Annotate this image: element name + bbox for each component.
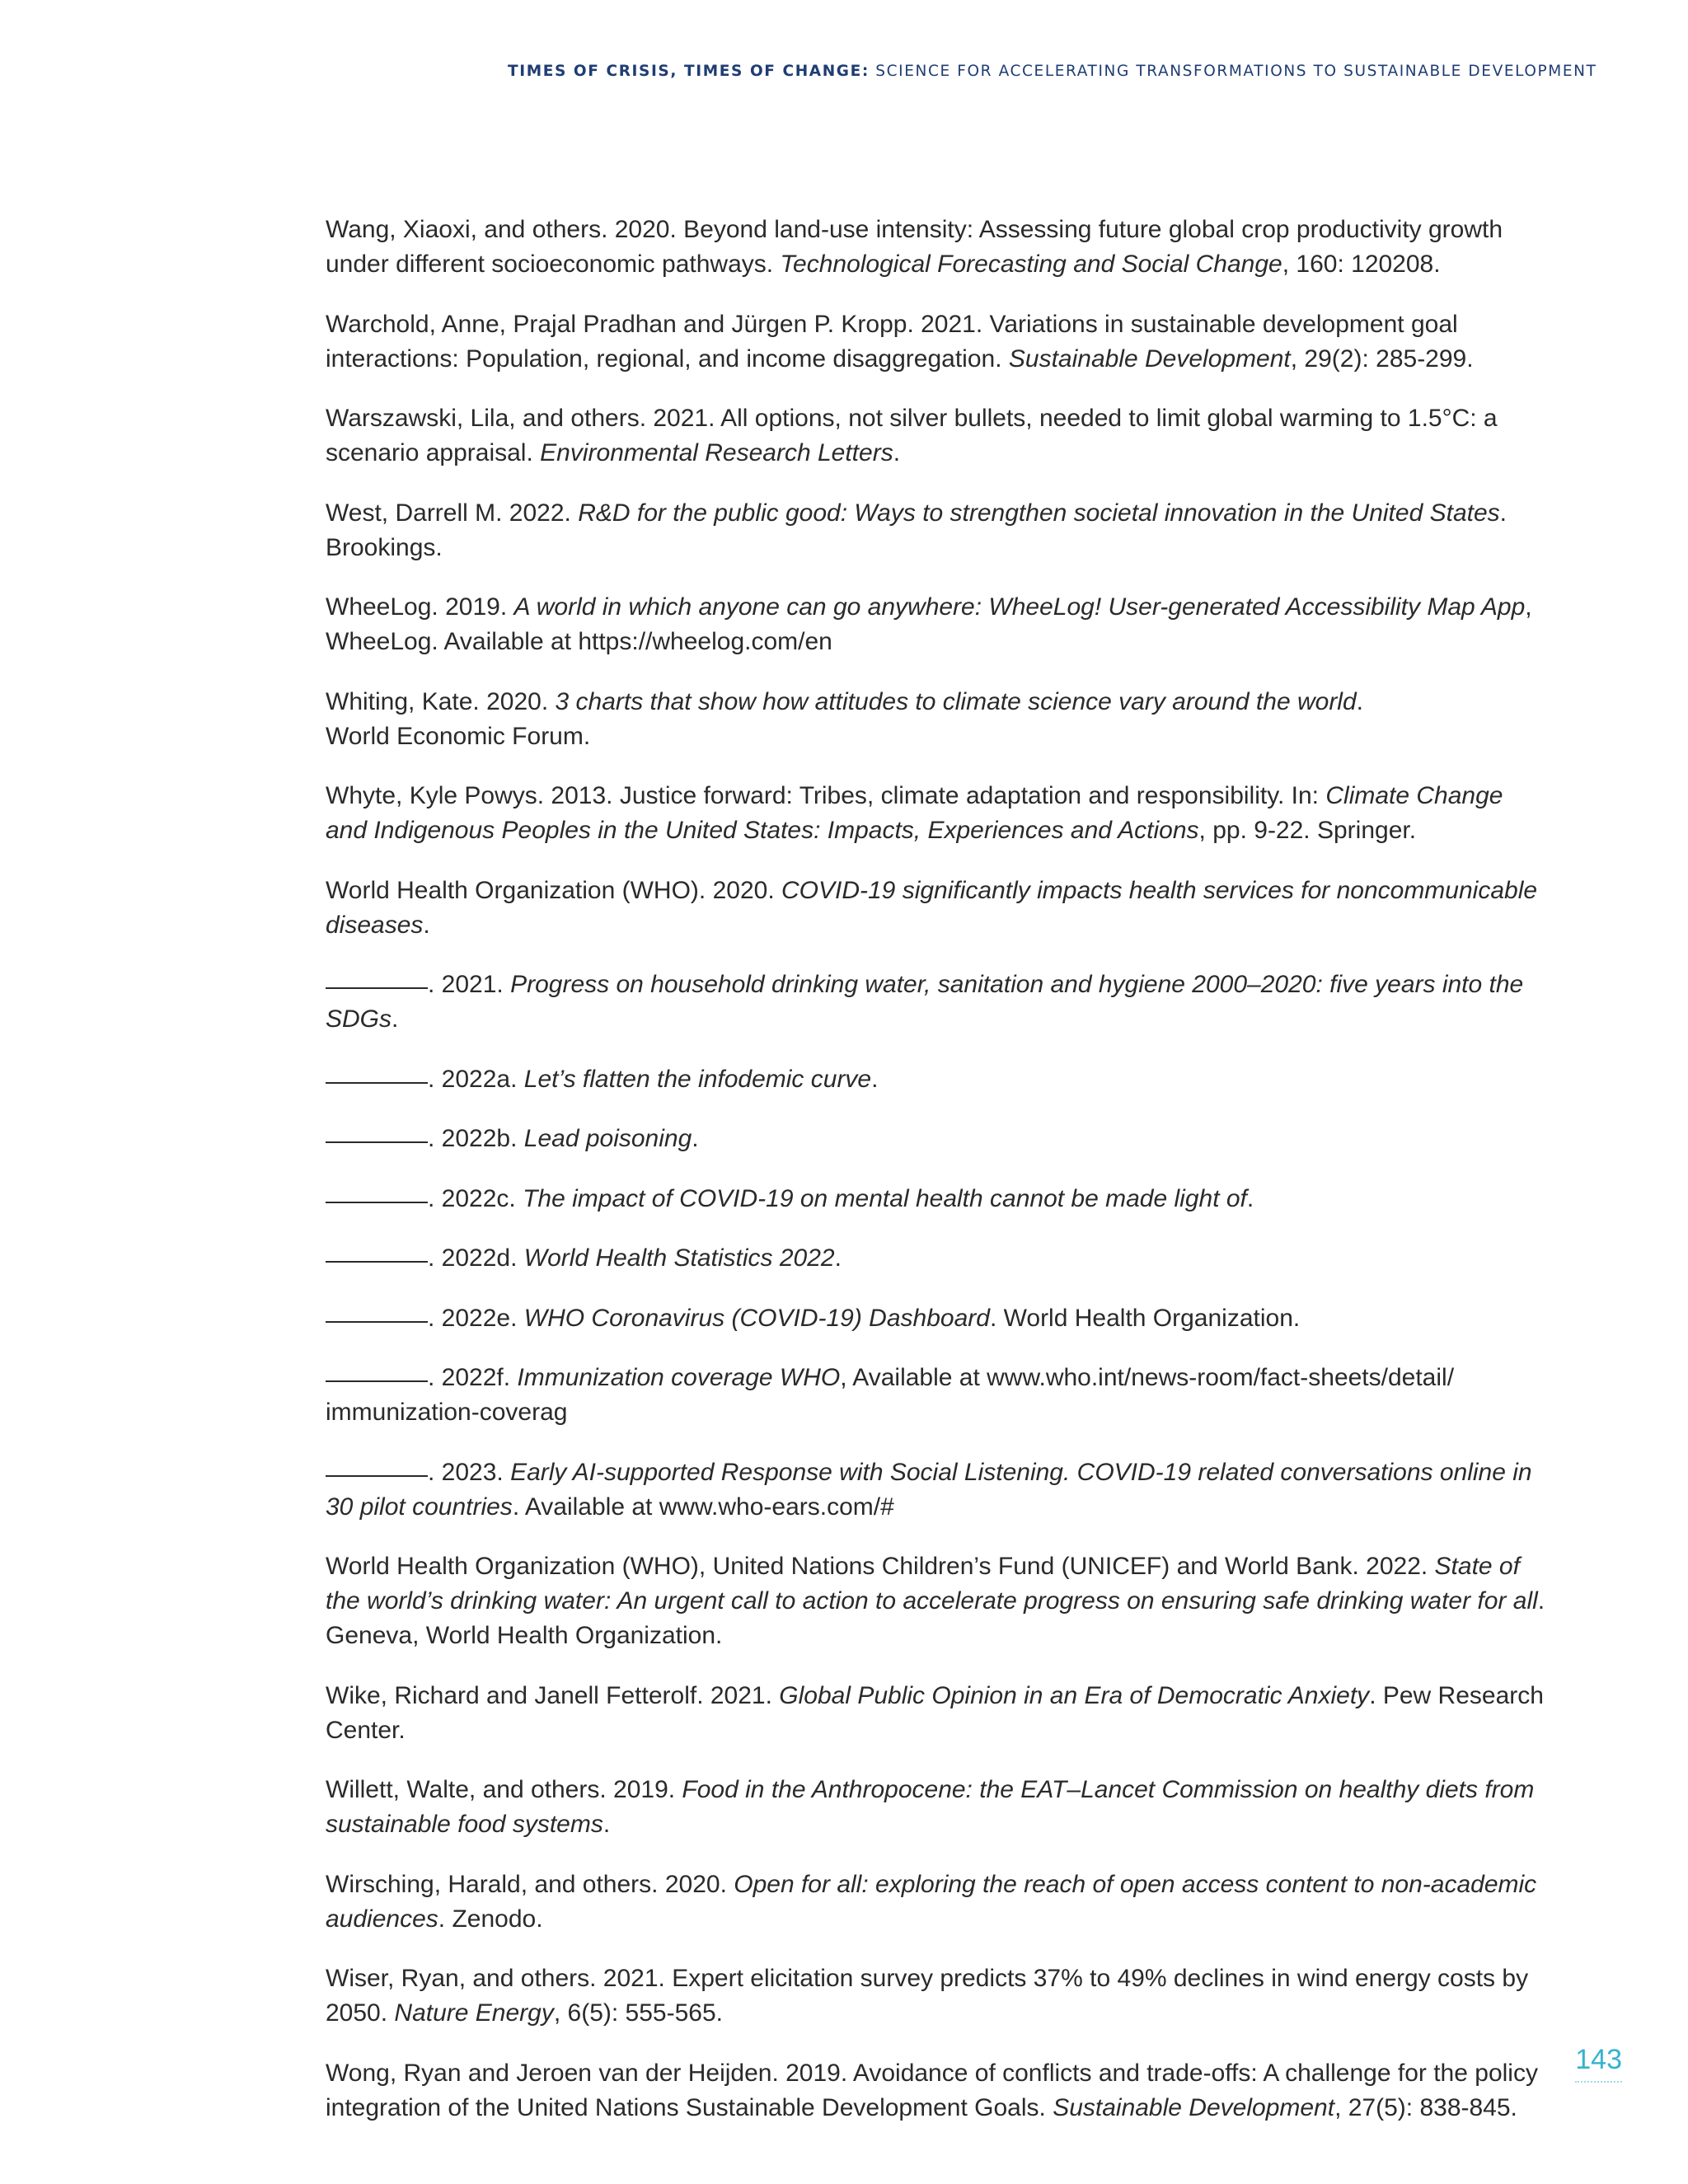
reference-entry: . 2022a. Let’s flatten the infodemic curve. [326,1062,1545,1097]
running-header-subtitle: SCIENCE FOR ACCELERATING TRANSFORMATIONS TO SUSTAINABLE DEVELOPMENT [869,63,1597,80]
repeat-author-dash [326,987,428,989]
reference-list [326,213,1545,2150]
reference-entry: . 2023. Early AI-supported Response with Social Listening. COVID-19 related conversations online in 30 pilot countries. Available at www.who-ears.com/# [326,1458,1532,1521]
repeat-author-dash [326,1141,428,1143]
reference-entry: World Health Organization (WHO), United Nations Children’s Fund (UNICEF) and World Bank. 2022. State of the world’s drinking water: An urgent call to action to accelerate progress on ensuring safe drinking water for all. Geneva, World Health Organization. [326,1553,1545,1649]
reference-entry: Wong, Ryan and Jeroen van der Heijden. 2019. Avoidance of conflicts and trade-offs: A challenge for the policy integration of the United Nations Sustainable Development Goals. Sustainable Development, 27(5): 838-845. [326,2059,1538,2121]
running-header-title: TIMES OF CRISIS, TIMES OF CHANGE: [508,63,870,80]
page-number: 143 [1575,2044,1622,2083]
repeat-author-dash [326,1260,428,1263]
reference-entry: Whyte, Kyle Powys. 2013. Justice forward: Tribes, climate adaptation and responsibility. In: Climate Change and Indigenous Peoples in the United States: Impacts, Experiences and Actions, pp. 9-22. Springer. [326,782,1503,844]
repeat-author-dash [326,1320,428,1323]
reference-entry: Willett, Walte, and others. 2019. Food in the Anthropocene: the EAT–Lancet Commission on healthy diets from sustainable food systems. [326,1776,1535,1838]
reference-entry: . 2021. Progress on household drinking water, sanitation and hygiene 2000–2020: five years into the SDGs. [326,971,1524,1033]
reference-entry: World Health Organization (WHO). 2020. COVID-19 significantly impacts health services for noncommunicable diseases. [326,876,1538,939]
reference-entry: West, Darrell M. 2022. R&D for the public good: Ways to strengthen societal innovation in the United States. Brookings. [326,499,1507,561]
reference-entry: Wang, Xiaoxi, and others. 2020. Beyond land-use intensity: Assessing future global crop productivity growth under different socioeconomic pathways. Technological Forecasting and Social Change, 160: 120208. [326,216,1503,278]
reference-entry: . 2022e. WHO Coronavirus (COVID-19) Dashboard. World Health Organization. [326,1301,1545,1336]
reference-entry: WheeLog. 2019. A world in which anyone can go anywhere: WheeLog! User-generated Accessibility Map App, WheeLog. Available at https://wheelog.com/en [326,593,1532,655]
repeat-author-dash [326,1081,428,1084]
reference-entry: . 2022d. World Health Statistics 2022. [326,1241,1545,1276]
repeat-author-dash [326,1474,428,1477]
repeat-author-dash [326,1380,428,1382]
reference-entry: Wike, Richard and Janell Fetterolf. 2021. Global Public Opinion in an Era of Democratic Anxiety. Pew Research Center. [326,1681,1544,1744]
running-header [508,63,1597,80]
reference-entry: . 2022b. Lead poisoning. [326,1122,1545,1156]
repeat-author-dash [326,1201,428,1203]
reference-entry: Whiting, Kate. 2020. 3 charts that show how attitudes to climate science vary around the world. World Economic Forum. [326,687,1364,750]
reference-entry: Warszawski, Lila, and others. 2021. All options, not silver bullets, needed to limit global warming to 1.5°C: a scenario appraisal. Environmental Research Letters. [326,405,1498,466]
reference-entry: . 2022c. The impact of COVID-19 on mental health cannot be made light of. [326,1182,1545,1216]
reference-entry: Wiser, Ryan, and others. 2021. Expert elicitation survey predicts 37% to 49% declines in wind energy costs by 2050. Nature Energy, 6(5): 555-565. [326,1965,1529,2027]
reference-entry: . 2022f. Immunization coverage WHO, Available at www.who.int/news-room/fact-sheets/detail/ immunization-coverag [326,1364,1455,1426]
reference-entry: Warchold, Anne, Prajal Pradhan and Jürgen P. Kropp. 2021. Variations in sustainable development goal interactions: Population, regional, and income disaggregation. Sustainable Development, 29(2): 285-299. [326,310,1474,373]
reference-entry: Wirsching, Harald, and others. 2020. Open for all: exploring the reach of open access content to non-academic audiences. Zenodo. [326,1870,1537,1933]
